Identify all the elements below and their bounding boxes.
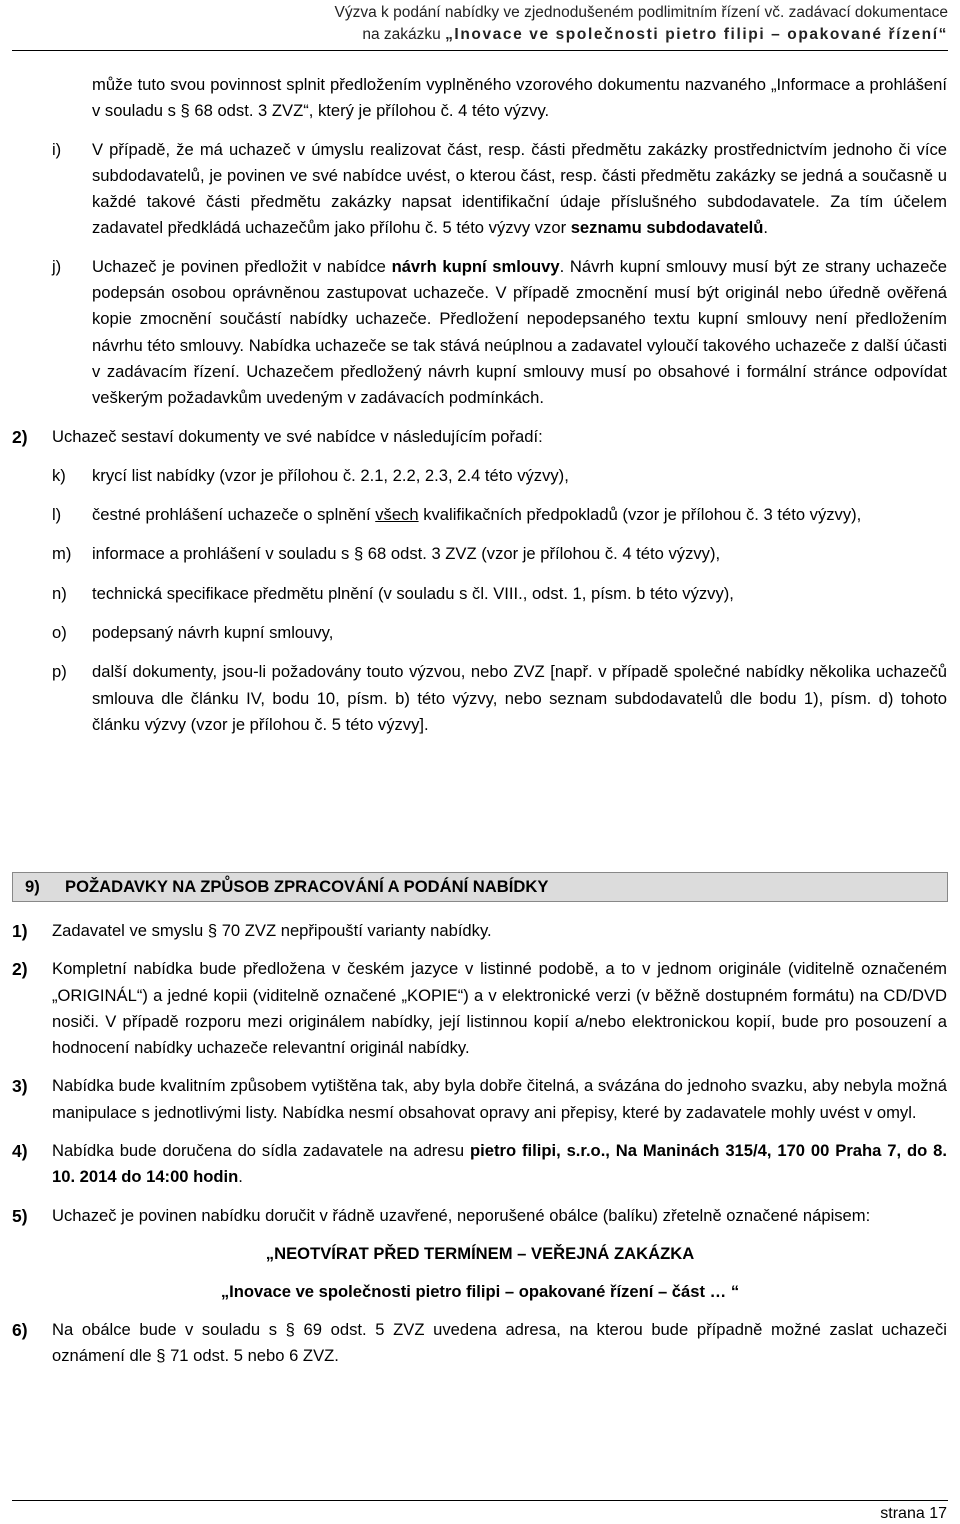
page-header bbox=[48, 0, 948, 46]
list-marker: j) bbox=[52, 256, 62, 276]
list-marker: k) bbox=[52, 465, 66, 485]
list-item-o bbox=[0, 620, 960, 646]
header-project-title: „Inovace ve společnosti pietro filipi – opakované řízení“ bbox=[445, 26, 948, 43]
continuation-paragraph: může tuto svou povinnost splnit předložením vyplněného vzorového dokumentu nazvaného „Informace a prohlášení v souladu s § 68 odst. 3 ZVZ“, který je přílohou č. 4 této výzvy. bbox=[92, 75, 947, 121]
list-item-text: podepsaný návrh kupní smlouvy, bbox=[92, 623, 334, 643]
document-body bbox=[0, 72, 960, 738]
list-item-m bbox=[0, 541, 960, 567]
list-marker: 2) bbox=[12, 959, 28, 980]
list-item-text: další dokumenty, jsou-li požadovány touto výzvou, nebo ZVZ [např. v případě společné nabídky několika uchazečů smlouva dle článku IV, bodu 10, písm. b) této výzvy, nebo seznam subdodavatelů dle bodu 1), písm. d) tohoto článku výzvy (vzor je přílohou č. 5 této výzvy]. bbox=[92, 662, 947, 734]
section-heading bbox=[12, 872, 948, 902]
list-marker: 3) bbox=[12, 1076, 28, 1097]
list-item-n bbox=[0, 581, 960, 607]
list-marker: 5) bbox=[12, 1205, 28, 1226]
list-item-text: Kompletní nabídka bude předložena v českém jazyce v listinné podobě, a to v jednom originále (viditelně označeném „ORIGINÁL“) a jedné kopii (viditelně označené „KOPIE“) a v elektronické verzi (v běžně dostupném formátu) na CD/DVD nosiči. V případě rozporu mezi originálem nabídky, její listinnou kopií a/nebo elektronickou kopií, bude pro posouzení a hodnocení nabídky uchazeče relevantní originál nabídky. bbox=[52, 959, 947, 1058]
list-item-text: Uchazeč je povinen nabídku doručit v řádně uzavřené, neporušené obálce (balíku) zřetelně označené nápisem: bbox=[52, 1205, 871, 1225]
header-line-2 bbox=[48, 24, 948, 46]
list-marker: l) bbox=[52, 505, 62, 525]
list-item-text: Uchazeč je povinen předložit v nabídce návrh kupní smlouvy. Návrh kupní smlouvy musí být ze strany uchazeče podepsán osobou oprávněnou zastupovat uchazeče. V případě zmocnění musí být originál nebo úředně ověřená kopie zmocnění součástí nabídky uchazeče. Předložení nepodepsaného textu kupní smlouvy není předložením návrhu této smlouvy. Nabídka uchazeče se tak stává neúplnou a zadavatel vyloučí takového uchazeče z další účasti v zadávacím řízení. Uchazečem předložený návrh kupní smlouvy musí po obsahové i formální stránce odpovídat veškerým požadavkům uvedeným v zadávacích podmínkách. bbox=[92, 256, 947, 408]
numbered-item-1 bbox=[0, 918, 960, 944]
page-number: strana 17 bbox=[880, 1505, 947, 1522]
list-item-text: technická specifikace předmětu plnění (v souladu s čl. VIII., odst. 1, písm. b této výzvy), bbox=[92, 583, 734, 603]
list-item-i bbox=[0, 137, 960, 242]
list-item-text: Nabídka bude kvalitním způsobem vytištěna tak, aby byla dobře čitelná, a svázána do jednoho svazku, aby nebyla možná manipulace s jednotlivými listy. Nabídka nesmí obsahovat opravy ani přepisy, které by zadavatele mohly uvést v omyl. bbox=[52, 1076, 947, 1122]
section-number: 9) bbox=[25, 877, 40, 896]
list-marker: i) bbox=[52, 139, 62, 159]
list-item-p bbox=[0, 659, 960, 738]
list-item-text: Uchazeč sestaví dokumenty ve své nabídce v následujícím pořadí: bbox=[52, 426, 543, 446]
list-item-text: Na obálce bude v souladu s § 69 odst. 5 ZVZ uvedena adresa, na kterou bude případně možné zaslat uchazeči oznámení dle § 71 odst. 5 nebo 6 ZVZ. bbox=[52, 1319, 947, 1366]
list-marker: n) bbox=[52, 583, 67, 603]
numbered-item-2b bbox=[0, 956, 960, 1061]
numbered-item-3 bbox=[0, 1073, 960, 1126]
list-item-j bbox=[0, 254, 960, 412]
list-marker: 1) bbox=[12, 921, 28, 941]
section-title: POŽADAVKY NA ZPŮSOB ZPRACOVÁNÍ A PODÁNÍ NABÍDKY bbox=[65, 877, 549, 896]
numbered-item-2 bbox=[0, 424, 960, 450]
list-marker: 4) bbox=[12, 1141, 28, 1162]
footer-rule bbox=[12, 1500, 948, 1501]
list-item-k bbox=[0, 463, 960, 489]
list-marker: o) bbox=[52, 623, 67, 643]
list-item-text: čestné prohlášení uchazeče o splnění všech kvalifikačních předpokladů (vzor je přílohou č. 3 této výzvy), bbox=[92, 505, 862, 525]
list-item-text: V případě, že má uchazeč v úmyslu realizovat část, resp. části předmětu zakázky prostřednictvím jednoho či více subdodavatelů, je povinen ve své nabídce uvést, o kterou část, resp. části předmětu zakázky se jedná a současně u každé takové části předmětu zakázky napsat identifikační údaje příslušného subdodavatele. Za tím účelem zadavatel předkládá uchazečům jako přílohu č. 5 této výzvy vzor seznamu subdodavatelů. bbox=[92, 139, 947, 238]
list-marker: 6) bbox=[12, 1319, 28, 1340]
header-prefix: na zakázku bbox=[362, 26, 441, 43]
numbered-item-6 bbox=[0, 1317, 960, 1370]
list-item-text: informace a prohlášení v souladu s § 68 odst. 3 ZVZ (vzor je přílohou č. 4 této výzvy), bbox=[92, 544, 721, 564]
list-marker: p) bbox=[52, 662, 67, 682]
list-item-l bbox=[0, 502, 960, 528]
header-rule bbox=[12, 50, 948, 51]
envelope-label-line-1: „NEOTVÍRAT PŘED TERMÍNEM – VEŘEJNÁ ZAKÁZKA bbox=[265, 1243, 695, 1263]
numbered-item-5 bbox=[0, 1203, 960, 1229]
list-item-text: Nabídka bude doručena do sídla zadavatele na adresu pietro filipi, s.r.o., Na Maninách 315/4, 170 00 Praha 7, do 8. 10. 2014 do 14:00 hodin. bbox=[52, 1141, 947, 1187]
envelope-label-line-2: „Inovace ve společnosti pietro filipi – opakované řízení – část … “ bbox=[220, 1281, 740, 1301]
numbered-item-4 bbox=[0, 1138, 960, 1191]
section-9-body bbox=[0, 918, 960, 1370]
list-marker: 2) bbox=[12, 426, 28, 447]
list-item-text: Zadavatel ve smyslu § 70 ZVZ nepřipouští varianty nabídky. bbox=[52, 921, 492, 940]
list-marker: m) bbox=[52, 544, 72, 564]
header-line-1: Výzva k podání nabídky ve zjednodušeném podlimitním řízení vč. zadávací dokumentace bbox=[334, 4, 948, 21]
list-item-text: krycí list nabídky (vzor je přílohou č. 2.1, 2.2, 2.3, 2.4 této výzvy), bbox=[92, 465, 569, 485]
